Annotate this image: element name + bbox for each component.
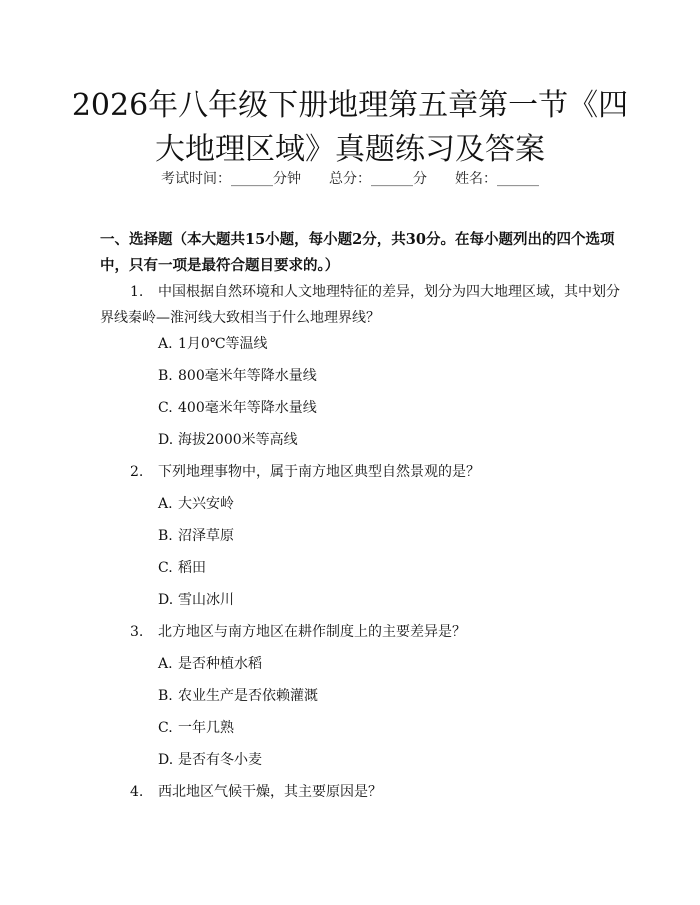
option-text: 农业生产是否依赖灌溉 (178, 688, 318, 704)
option-letter: C. (158, 720, 173, 736)
question-number: 3. (130, 624, 144, 640)
option-text: 400毫米年等降水量线 (178, 400, 317, 416)
question-1-option-d (158, 430, 298, 450)
question-1-option-c (158, 398, 317, 418)
question-4 (100, 779, 625, 805)
question-1-option-b (158, 366, 317, 386)
question-text: 中国根据自然环境和人文地理特征的差异，划分为四大地理区域，其中划分界线秦岭—淮河线大致相当于什么地理界线？ (100, 284, 620, 326)
question-text: 北方地区与南方地区在耕作制度上的主要差异是？ (158, 624, 466, 640)
option-letter: B. (158, 368, 173, 384)
option-text: 海拔2000米等高线 (178, 432, 298, 448)
document-title: 2026年八年级下册地理第五章第一节《四大地理区域》真题练习及答案 (71, 88, 629, 167)
question-number: 1. (130, 284, 144, 300)
question-number: 4. (130, 784, 144, 800)
section-heading: 一、选择题（本大题共15小题，每小题2分，共30分。在每小题列出的四个选项中，只有一项是最符合题目要求的。） (100, 231, 615, 274)
option-text: 大兴安岭 (178, 496, 234, 512)
question-3 (100, 619, 625, 645)
question-3-option-b (158, 686, 318, 706)
option-text: 800毫米年等降水量线 (178, 368, 317, 384)
question-3-option-a (158, 654, 262, 674)
question-2 (100, 459, 625, 485)
question-2-option-b (158, 526, 234, 546)
question-3-option-d (158, 750, 262, 770)
option-letter: A. (158, 656, 173, 672)
question-1 (100, 279, 625, 331)
option-letter: D. (158, 592, 174, 608)
question-text: 下列地理事物中，属于南方地区典型自然景观的是？ (158, 464, 480, 480)
option-letter: D. (158, 432, 174, 448)
option-text: 是否有冬小麦 (178, 752, 262, 768)
option-letter: C. (158, 560, 173, 576)
question-3-option-c (158, 718, 234, 738)
option-letter: D. (158, 752, 174, 768)
option-letter: A. (158, 336, 173, 352)
option-letter: B. (158, 688, 173, 704)
option-letter: A. (158, 496, 173, 512)
option-letter: B. (158, 528, 173, 544)
question-2-option-d (158, 590, 234, 610)
question-1-option-a (158, 334, 267, 354)
option-text: 稻田 (178, 560, 206, 576)
option-text: 沼泽草原 (178, 528, 234, 544)
option-letter: C. (158, 400, 173, 416)
option-text: 雪山冰川 (178, 592, 234, 608)
option-text: 一年几熟 (178, 720, 234, 736)
question-2-option-a (158, 494, 234, 514)
question-text: 西北地区气候干燥，其主要原因是？ (158, 784, 382, 800)
question-2-option-c (158, 558, 206, 578)
option-text: 1月0℃等温线 (178, 336, 268, 352)
question-number: 2. (130, 464, 144, 480)
option-text: 是否种植水稻 (178, 656, 262, 672)
exam-info-line: 考试时间：______分钟 总分：______分 姓名：______ (161, 171, 539, 187)
